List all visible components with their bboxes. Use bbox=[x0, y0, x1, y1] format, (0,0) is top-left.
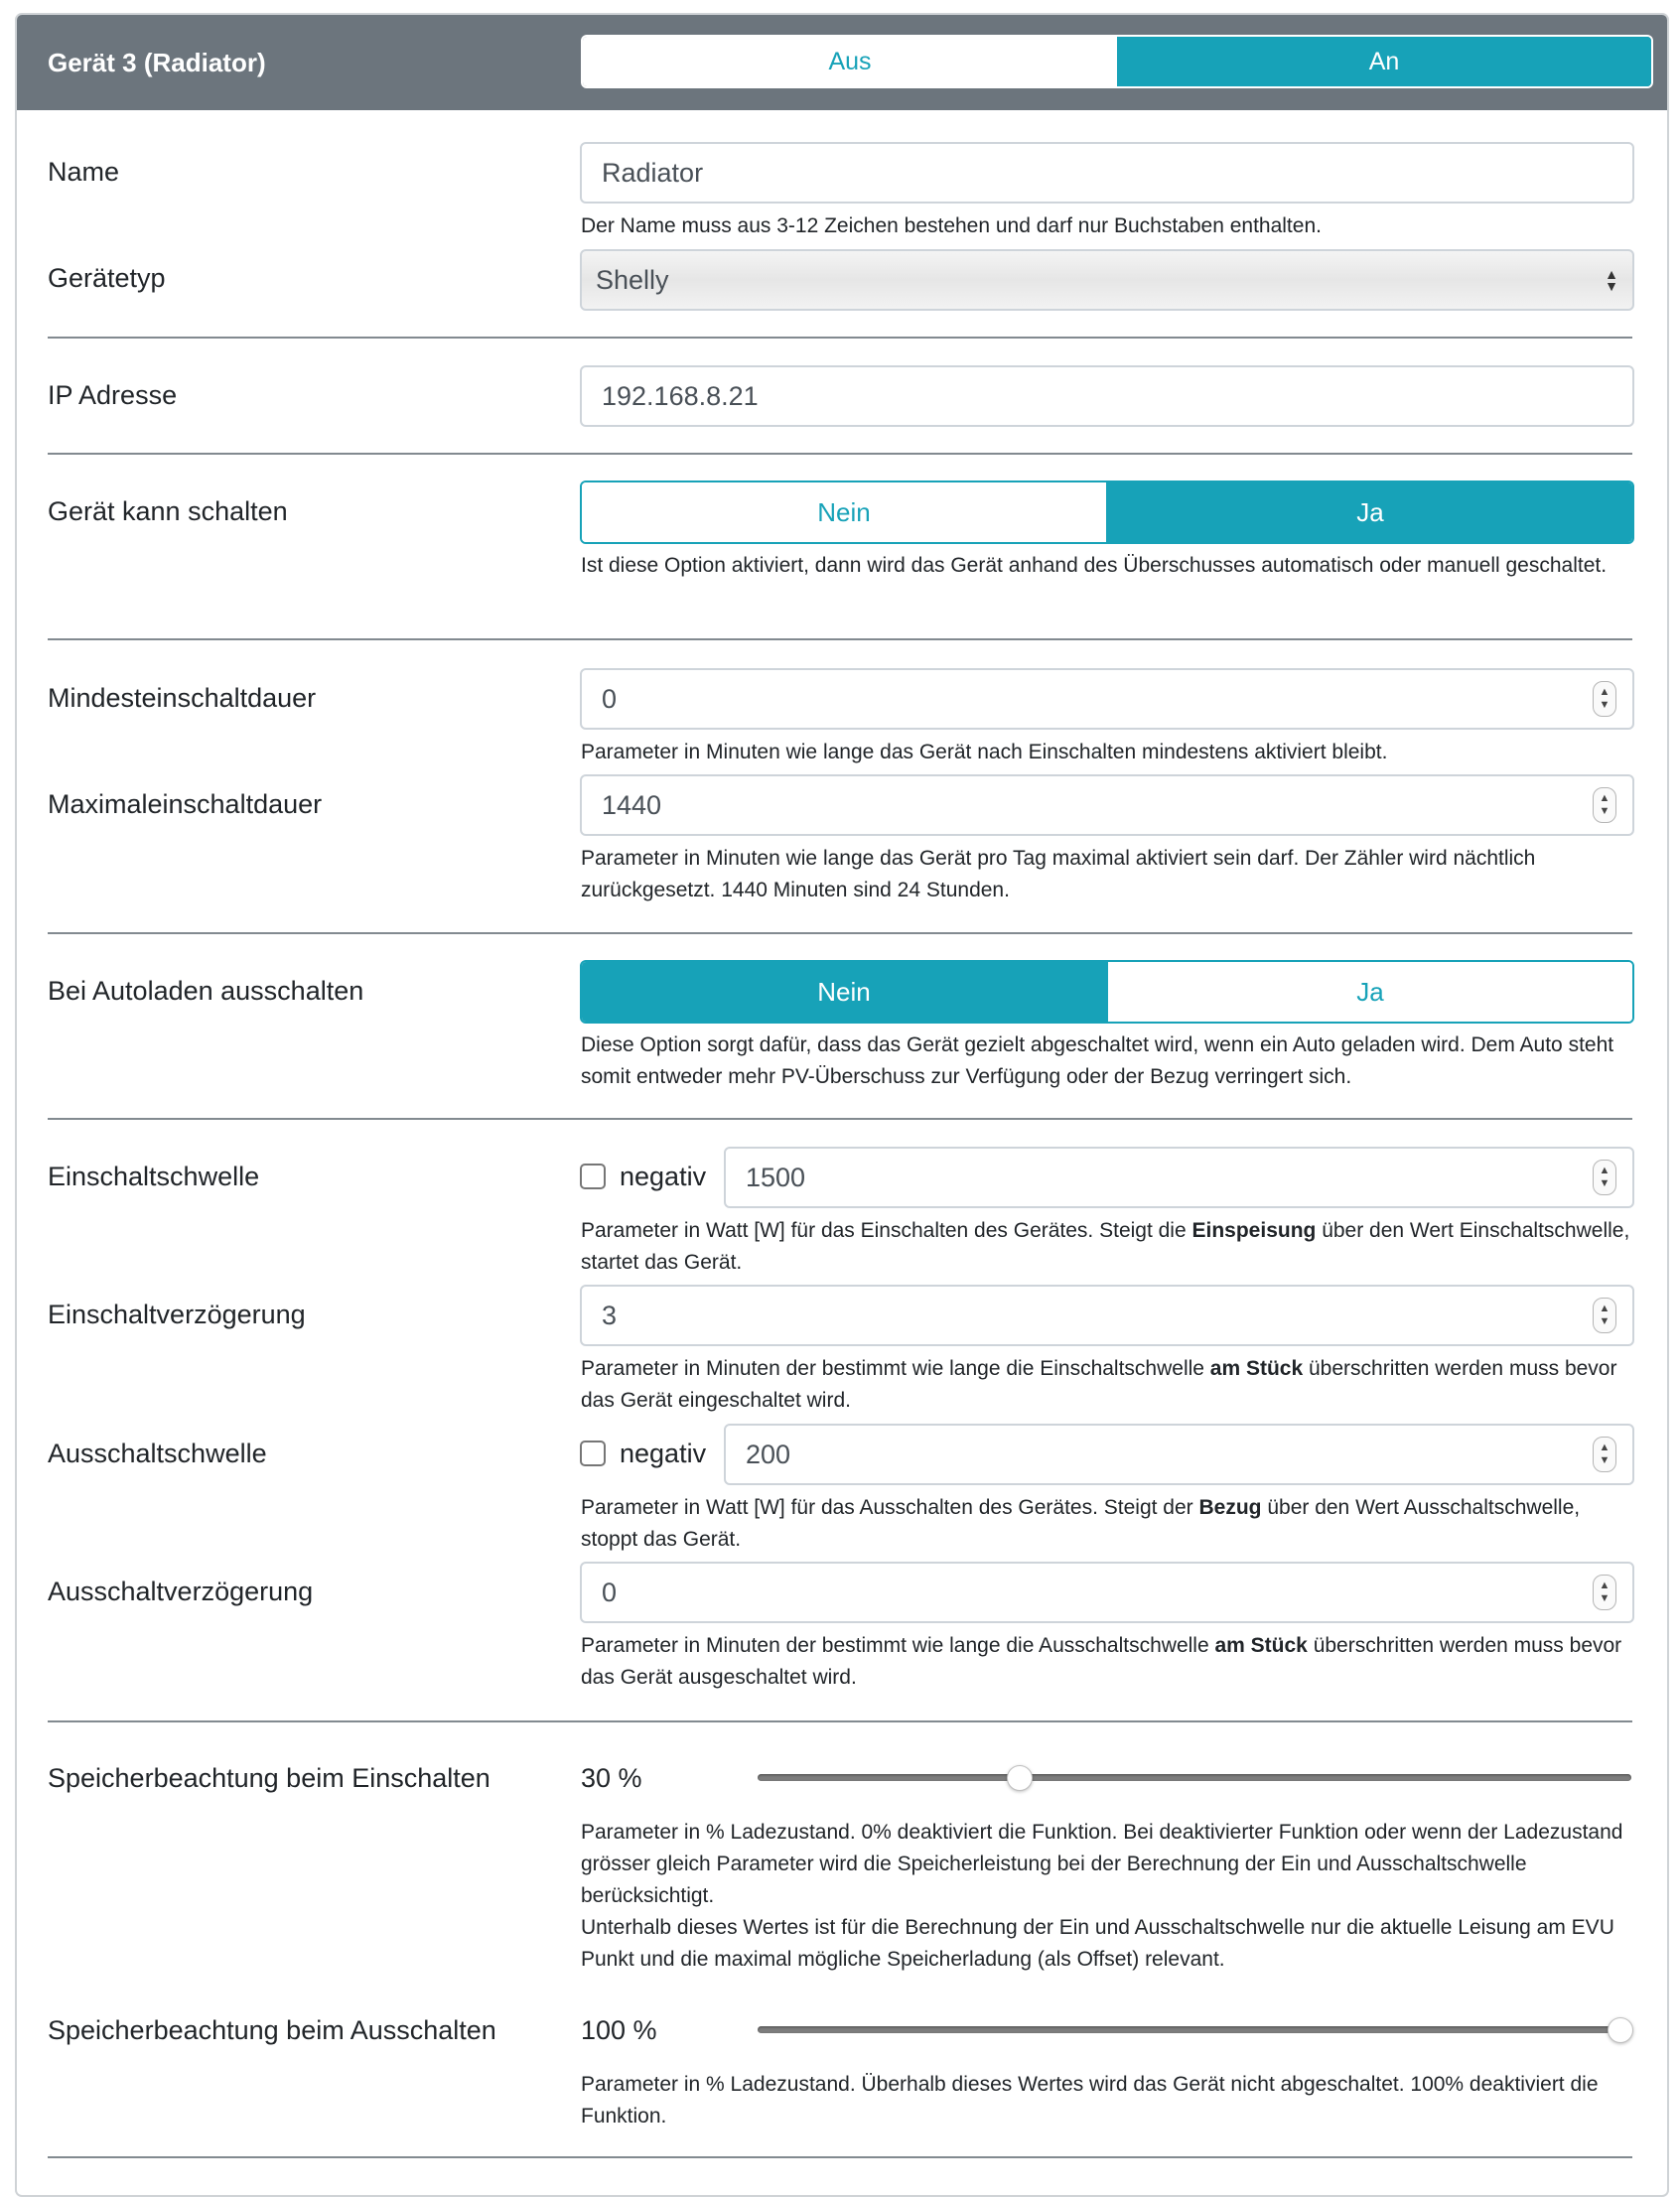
divider bbox=[48, 1720, 1632, 1722]
divider bbox=[48, 932, 1632, 934]
help-emphasis: am Stück bbox=[1209, 1357, 1304, 1380]
on-threshold-negativ-label: negativ bbox=[620, 1162, 707, 1191]
number-spinner-icon[interactable]: ▲ ▼ bbox=[1593, 1437, 1616, 1472]
off-threshold-input[interactable] bbox=[724, 1424, 1634, 1485]
storage-on-slider-track[interactable] bbox=[758, 1774, 1631, 1781]
can-switch-yes-button[interactable]: Ja bbox=[1106, 482, 1632, 542]
power-on-button[interactable]: An bbox=[1117, 37, 1651, 86]
car-charge-off-label: Bei Autoladen ausschalten bbox=[48, 976, 364, 1006]
help-text: Parameter in Minuten der bestimmt wie lange die Ausschaltschwelle bbox=[581, 1634, 1215, 1657]
number-spinner-icon[interactable]: ▲ ▼ bbox=[1593, 787, 1616, 823]
divider bbox=[48, 337, 1632, 339]
max-on-input[interactable] bbox=[580, 774, 1634, 836]
card-header bbox=[17, 15, 1667, 110]
car-charge-off-no-button[interactable]: Nein bbox=[582, 962, 1106, 1022]
power-off-button[interactable]: Aus bbox=[583, 37, 1117, 86]
on-threshold-input[interactable] bbox=[724, 1147, 1634, 1208]
on-threshold-negativ-checkbox[interactable] bbox=[580, 1164, 606, 1189]
device-type-label: Gerätetyp bbox=[48, 263, 166, 293]
car-charge-off-toggle bbox=[580, 960, 1634, 1024]
divider bbox=[48, 638, 1632, 640]
can-switch-toggle bbox=[580, 481, 1634, 544]
divider bbox=[48, 453, 1632, 455]
help-text: über den Wert Ausschaltschwelle, stoppt das Gerät. bbox=[581, 1496, 1581, 1551]
storage-off-slider-thumb[interactable] bbox=[1608, 2017, 1633, 2043]
max-on-label: Maximaleinschaltdauer bbox=[48, 789, 323, 819]
off-delay-input[interactable] bbox=[580, 1562, 1634, 1623]
help-text: Parameter in % Ladezustand. 0% deaktiviert die Funktion. Bei deaktivierter Funktion oder wenn der Ladezustand grösser gleich Parameter wird die Speicherleistung bei der Berechnung der Ein und Ausschaltschwelle berücksichtigt. bbox=[581, 1821, 1623, 1907]
name-label: Name bbox=[48, 157, 120, 187]
storage-on-value: 30 % bbox=[581, 1763, 642, 1793]
help-emphasis: am Stück bbox=[1214, 1634, 1308, 1657]
number-spinner-icon[interactable]: ▲ ▼ bbox=[1593, 1160, 1616, 1195]
max-on-help: Parameter in Minuten wie lange das Gerät pro Tag maximal aktiviert sein darf. Der Zähler wird nächtlich zurückgesetzt. 1440 Minuten sind 24 Stunden. bbox=[581, 847, 1536, 901]
can-switch-help: Ist diese Option aktiviert, dann wird das Gerät anhand des Überschusses automatisch oder manuell geschaltet. bbox=[581, 554, 1608, 577]
on-delay-help bbox=[581, 1353, 1633, 1417]
off-threshold-label: Ausschaltschwelle bbox=[48, 1439, 267, 1468]
help-emphasis: Einspeisung bbox=[1191, 1219, 1317, 1242]
number-spinner-icon[interactable]: ▲ ▼ bbox=[1593, 1575, 1616, 1610]
storage-on-slider-thumb[interactable] bbox=[1007, 1765, 1033, 1791]
min-on-input[interactable] bbox=[580, 668, 1634, 730]
ip-label: IP Adresse bbox=[48, 380, 178, 410]
device-type-select[interactable] bbox=[580, 249, 1634, 311]
car-charge-off-yes-button[interactable]: Ja bbox=[1106, 962, 1632, 1022]
can-switch-label: Gerät kann schalten bbox=[48, 496, 288, 526]
min-on-label: Mindesteinschaltdauer bbox=[48, 683, 317, 713]
on-threshold-value: 1500 bbox=[746, 1162, 806, 1192]
help-text: über den Wert Einschaltschwelle, startet das Gerät. bbox=[581, 1219, 1630, 1274]
power-toggle bbox=[581, 35, 1653, 88]
off-delay-label: Ausschaltverzögerung bbox=[48, 1577, 314, 1606]
divider bbox=[48, 2156, 1632, 2158]
select-arrows-icon: ▲ ▼ bbox=[1605, 266, 1618, 294]
on-delay-input[interactable] bbox=[580, 1285, 1634, 1346]
on-threshold-help bbox=[581, 1215, 1633, 1279]
storage-off-label: Speicherbeachtung beim Ausschalten bbox=[48, 2015, 496, 2045]
max-on-value: 1440 bbox=[602, 789, 662, 820]
help-text: Parameter in Minuten der bestimmt wie lange die Einschaltschwelle bbox=[581, 1357, 1210, 1380]
help-text: überschritten werden muss bevor das Gerät eingeschaltet wird. bbox=[581, 1357, 1617, 1412]
storage-off-value: 100 % bbox=[581, 2015, 657, 2045]
device-title: Gerät 3 (Radiator) bbox=[48, 48, 266, 77]
storage-off-slider-track[interactable] bbox=[758, 2026, 1631, 2033]
name-input[interactable] bbox=[580, 142, 1634, 204]
storage-on-help bbox=[581, 1817, 1633, 1976]
number-spinner-icon[interactable]: ▲ ▼ bbox=[1593, 1298, 1616, 1333]
off-delay-help bbox=[581, 1630, 1633, 1694]
car-charge-off-help: Diese Option sorgt dafür, dass das Gerät gezielt abgeschaltet wird, wenn ein Auto geladen wird. Dem Auto steht somit entweder mehr PV-Überschuss zur Verfügung oder der Bezug verringert sich. bbox=[581, 1033, 1614, 1088]
off-threshold-help bbox=[581, 1492, 1633, 1556]
name-input-value: Radiator bbox=[602, 157, 704, 188]
storage-on-label: Speicherbeachtung beim Einschalten bbox=[48, 1763, 490, 1793]
can-switch-no-button[interactable]: Nein bbox=[582, 482, 1106, 542]
divider bbox=[48, 1118, 1632, 1120]
min-on-help: Parameter in Minuten wie lange das Gerät nach Einschalten mindestens aktiviert bleibt. bbox=[581, 741, 1388, 763]
ip-input[interactable] bbox=[580, 365, 1634, 427]
off-threshold-value: 200 bbox=[746, 1439, 791, 1469]
off-delay-value: 0 bbox=[602, 1577, 618, 1607]
on-threshold-label: Einschaltschwelle bbox=[48, 1162, 260, 1191]
off-threshold-negativ-label: negativ bbox=[620, 1439, 707, 1468]
number-spinner-icon[interactable]: ▲ ▼ bbox=[1593, 681, 1616, 717]
help-emphasis: Bezug bbox=[1198, 1496, 1262, 1519]
help-text: Parameter in Watt [W] für das Einschalten des Gerätes. Steigt die bbox=[581, 1219, 1192, 1242]
ip-input-value: 192.168.8.21 bbox=[602, 380, 759, 411]
on-delay-value: 3 bbox=[602, 1300, 618, 1330]
min-on-value: 0 bbox=[602, 683, 618, 714]
help-text: Unterhalb dieses Wertes ist für die Berechnung der Ein und Ausschaltschwelle nur die aktuelle Leisung am EVU Punkt und die maximal mögliche Speicherladung (als Offset) relevant. bbox=[581, 1916, 1614, 1971]
name-help: Der Name muss aus 3-12 Zeichen bestehen und darf nur Buchstaben enthalten. bbox=[581, 214, 1322, 237]
storage-off-help: Parameter in % Ladezustand. Überhalb dieses Wertes wird das Gerät nicht abgeschaltet. 100% deaktiviert die Funktion. bbox=[581, 2073, 1599, 2128]
help-text: überschritten werden muss bevor das Gerät ausgeschaltet wird. bbox=[581, 1634, 1622, 1689]
off-threshold-negativ-checkbox[interactable] bbox=[580, 1441, 606, 1466]
help-text: Parameter in Watt [W] für das Ausschalten des Gerätes. Steigt der bbox=[581, 1496, 1199, 1519]
on-delay-label: Einschaltverzögerung bbox=[48, 1300, 306, 1329]
device-type-selected: Shelly bbox=[596, 264, 669, 295]
